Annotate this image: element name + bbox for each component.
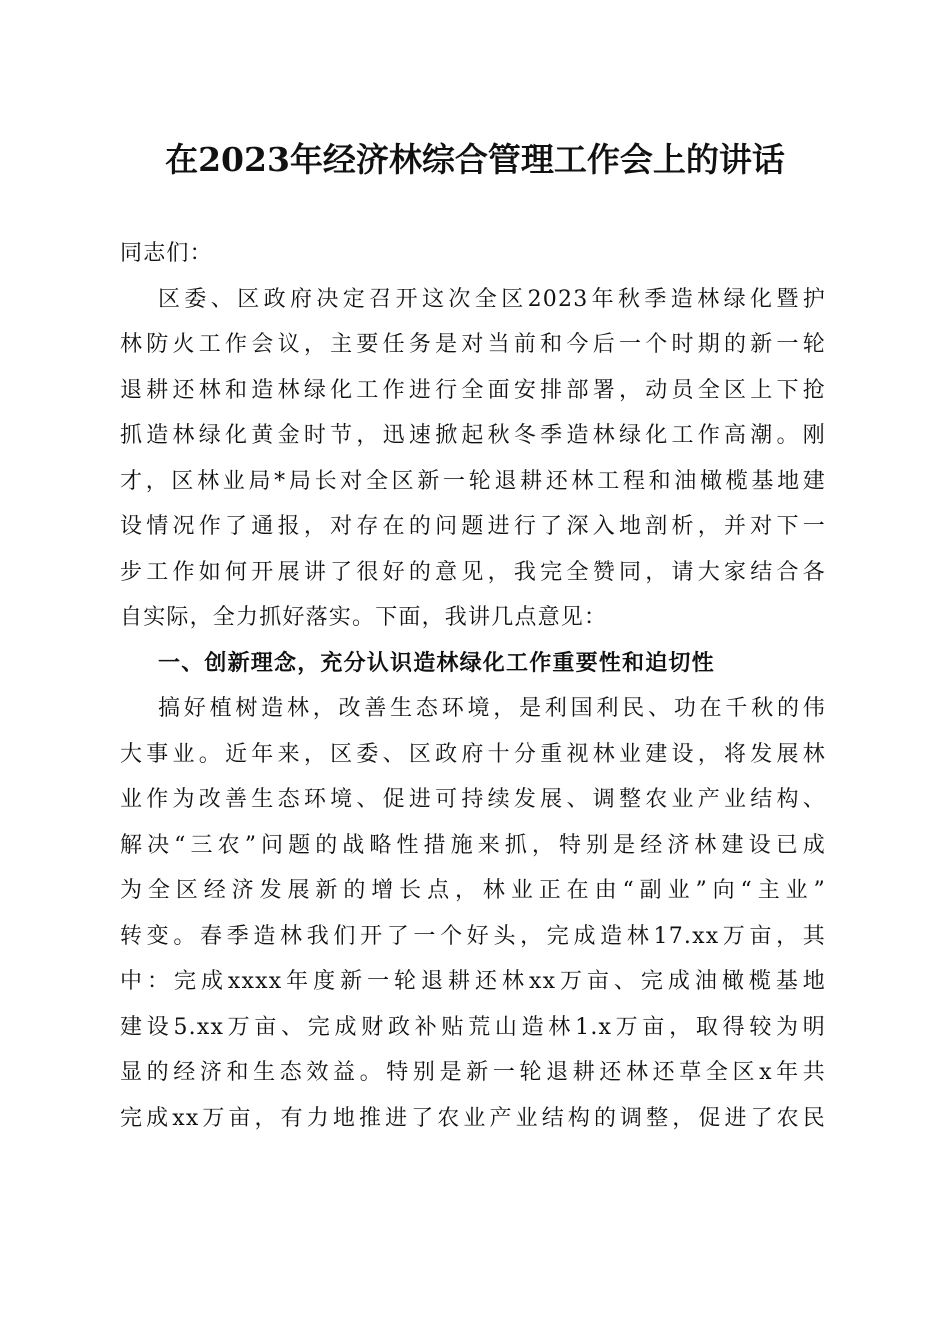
paragraph-line: 建设5.xx万亩、完成财政补贴荒山造林1.x万亩，取得较为明 <box>120 1014 826 1040</box>
paragraph-line: 转变。春季造林我们开了一个好头，完成造林17.xx万亩，其 <box>120 923 826 949</box>
paragraph-line: 为全区经济发展新的增长点，林业正在由“副业”向“主业” <box>120 878 826 903</box>
paragraph-line: 退耕还林和造林绿化工作进行全面安排部署，动员全区上下抢 <box>120 377 826 403</box>
paragraph-line: 步工作如何开展讲了很好的意见，我完全赞同，请大家结合各 <box>120 559 826 585</box>
paragraph-line: 中：完成xxxx年度新一轮退耕还林xx万亩、完成油橄榄基地 <box>120 969 826 994</box>
paragraph-line: 搞好植树造林，改善生态环境，是利国利民、功在千秋的伟 <box>158 696 826 721</box>
paragraph-line: 区委、区政府决定召开这次全区2023年秋季造林绿化暨护 <box>158 286 826 312</box>
paragraph-line: 自实际，全力抓好落实。下面，我讲几点意见： <box>120 605 608 630</box>
document-title: 在2023年经济林综合管理工作会上的讲话 <box>165 140 785 179</box>
paragraph-line: 设情况作了通报，对存在的问题进行了深入地剖析，并对下一 <box>120 514 826 539</box>
section-heading: 一、创新理念，充分认识造林绿化工作重要性和迫切性 <box>158 650 715 676</box>
paragraph-line: 完成xx万亩，有力地推进了农业产业结构的调整，促进了农民 <box>120 1105 826 1131</box>
document-body <box>120 231 826 1141</box>
paragraph-line: 才，区林业局*局长对全区新一轮退耕还林工程和油橄榄基地建 <box>120 468 826 494</box>
paragraph-line: 抓造林绿化黄金时节，迅速掀起秋冬季造林绿化工作高潮。刚 <box>120 423 826 448</box>
paragraph-line: 解决“三农”问题的战略性措施来抓，特别是经济林建设已成 <box>120 832 826 858</box>
paragraph-line: 林防火工作会议，主要任务是对当前和今后一个时期的新一轮 <box>120 332 826 357</box>
paragraph-line: 业作为改善生态环境、促进可持续发展、调整农业产业结构、 <box>120 787 826 812</box>
paragraph-line: 显的经济和生态效益。特别是新一轮退耕还林还草全区x年共 <box>120 1060 826 1085</box>
salutation: 同志们： <box>120 241 213 266</box>
paragraph-line: 大事业。近年来，区委、区政府十分重视林业建设，将发展林 <box>120 741 826 767</box>
